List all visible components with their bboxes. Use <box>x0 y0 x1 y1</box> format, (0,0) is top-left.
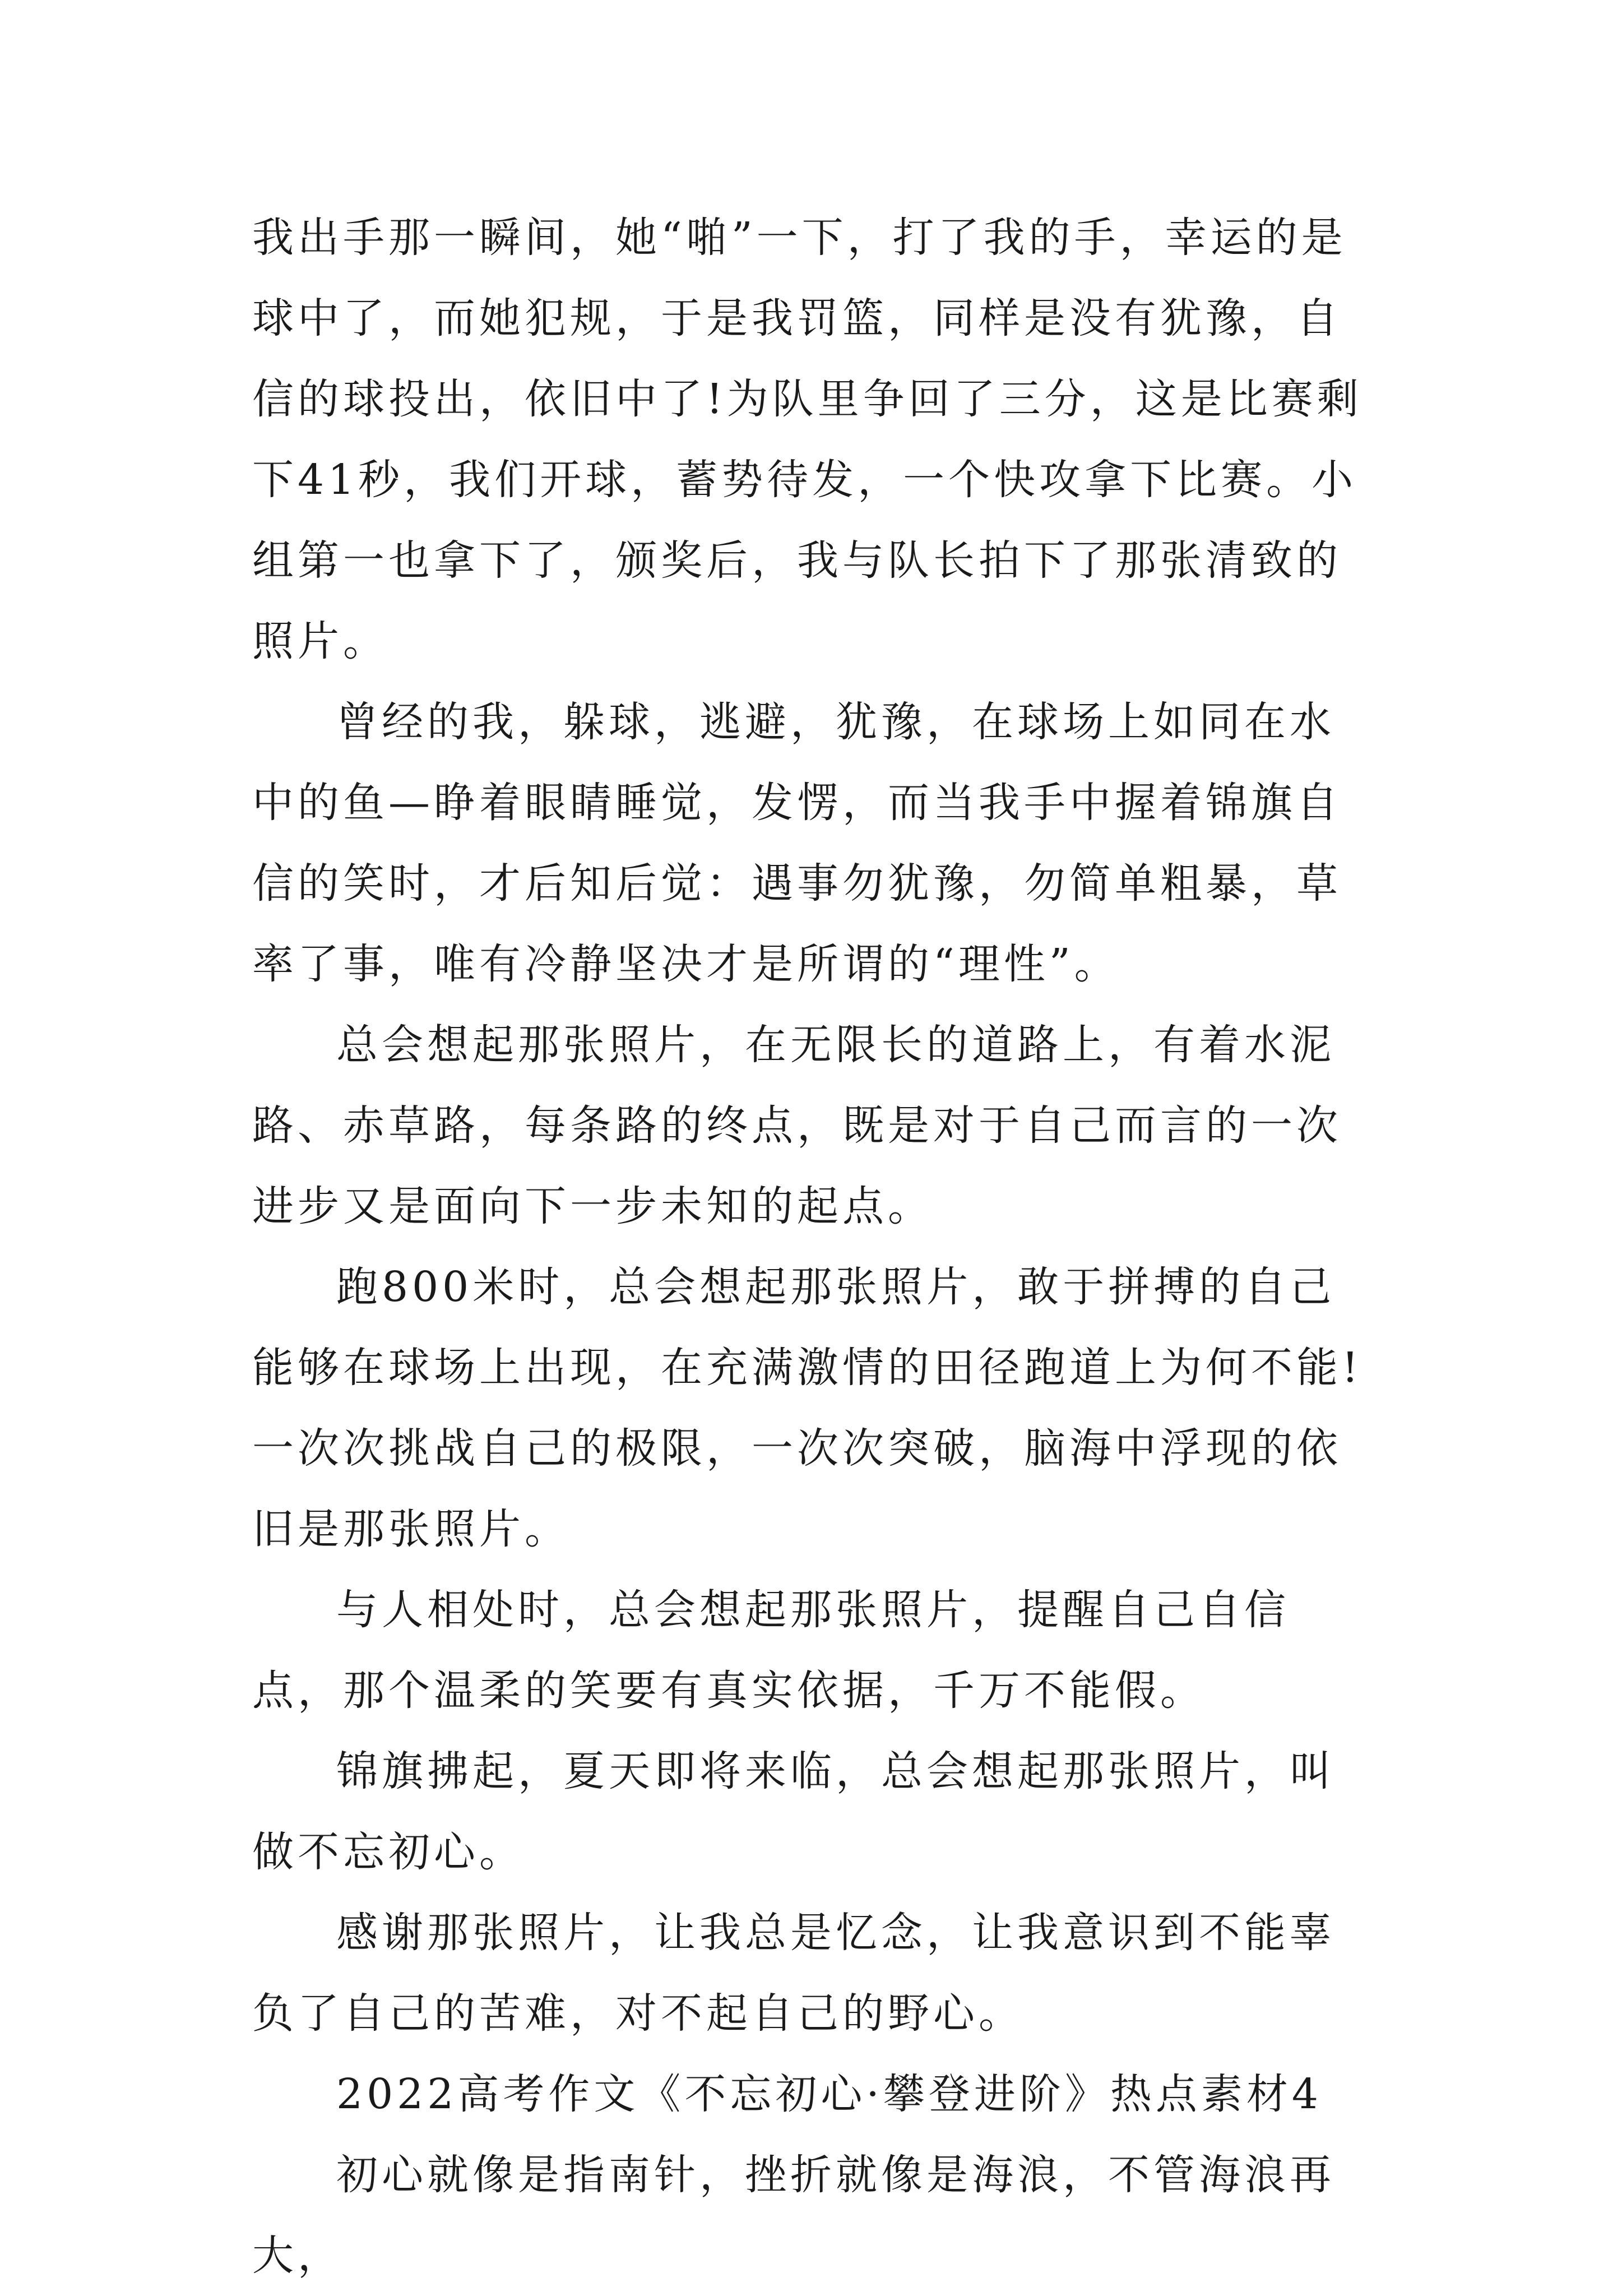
paragraph-8: 初心就像是指南针，挫折就像是海浪，不管海浪再大， <box>252 2151 1335 2280</box>
paragraph-2: 曾经的我，躲球，逃避，犹豫，在球场上如同在水中的鱼—睁着眼睛睡觉，发愣，而当我手中握着锦旗自信的笑时，才后知后觉：遇事勿犹豫，勿简单粗暴，草率了事，唯有冷静坚决才是所谓的“理性”。 <box>252 698 1342 988</box>
paragraph-4: 跑800米时，总会想起那张照片，敢于拼搏的自己能够在球场上出现，在充满激情的田径跑道上为何不能!一次次挑战自己的极限，一次次突破，脑海中浮现的依旧是那张照片。 <box>252 1263 1363 1553</box>
paragraph-7: 感谢那张照片，让我总是忆念，让我意识到不能辜负了自己的苦难，对不起自己的野心。 <box>252 1909 1335 2038</box>
article-body <box>252 197 1379 2296</box>
paragraph-5: 与人相处时，总会想起那张照片，提醒自己自信点，那个温柔的笑要有真实依据，千万不能假。 <box>252 1586 1290 1715</box>
paragraph-1: 我出手那一瞬间，她“啪”一下，打了我的手，幸运的是球中了，而她犯规，于是我罚篮，同样是没有犹豫，自信的球投出，依旧中了!为队里争回了三分，这是比赛剩下41秒，我们开球，蓄势待发，一个快攻拿下比赛。小组第一也拿下了，颁奖后，我与队长拍下了那张清致的照片。 <box>252 214 1363 665</box>
paragraph-3: 总会想起那张照片，在无限长的道路上，有着水泥路、赤草路，每条路的终点，既是对于自己而言的一次进步又是面向下一步未知的起点。 <box>252 1021 1342 1230</box>
paragraph-6: 锦旗拂起，夏天即将来临，总会想起那张照片，叫做不忘初心。 <box>252 1747 1335 1876</box>
section-heading: 2022高考作文《不忘初心·攀登进阶》热点素材4 <box>336 2070 1322 2118</box>
